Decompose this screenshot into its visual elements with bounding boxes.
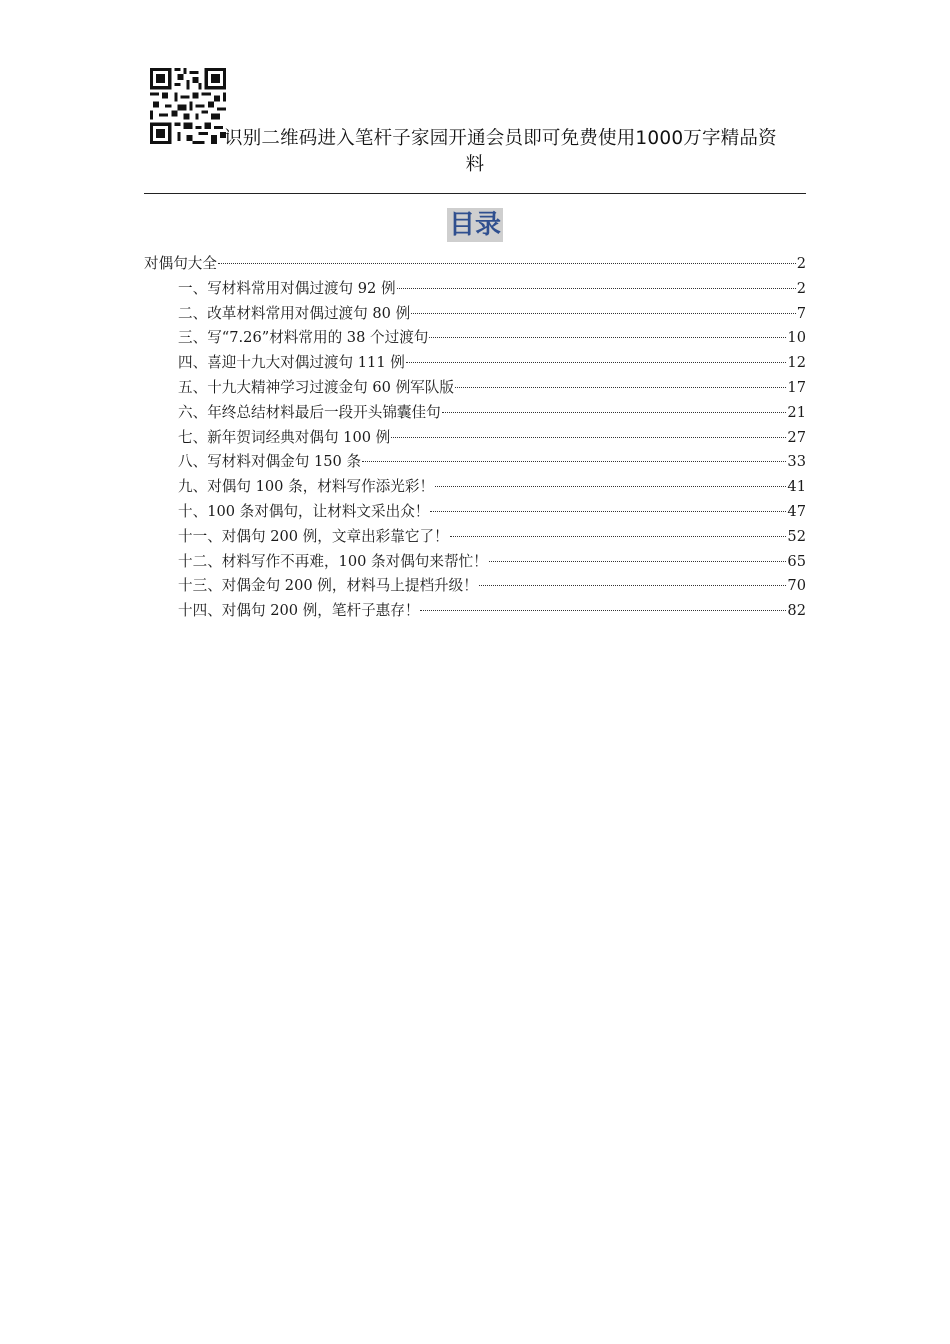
- toc-entry[interactable]: [144, 302, 806, 327]
- toc-entry-page-number[interactable]: 2: [796, 279, 806, 297]
- toc-title: 目录: [448, 210, 501, 240]
- toc-dot-leader: [455, 387, 786, 388]
- toc-dot-leader: [479, 585, 787, 586]
- toc-dot-leader: [391, 437, 786, 438]
- toc-entry-page-number[interactable]: 41: [787, 478, 806, 496]
- toc-entry-page-number[interactable]: 17: [787, 378, 806, 396]
- toc-entry-label[interactable]: 十四、对偶句 200 例，笔杆子惠存！: [178, 602, 420, 620]
- toc-heading: [0, 208, 950, 242]
- toc-entry-page-number[interactable]: 7: [796, 304, 806, 322]
- toc-entry-page-number[interactable]: 82: [787, 602, 806, 620]
- toc-entry-page-number[interactable]: 33: [787, 453, 806, 471]
- toc-dot-leader: [429, 337, 786, 338]
- toc-entry[interactable]: [144, 525, 806, 550]
- promo-text-line1: 识别二维码进入笔杆子家园开通会员即可免费使用1000万字精品资: [224, 128, 777, 149]
- toc-entry[interactable]: [144, 574, 806, 599]
- toc-dot-leader: [489, 561, 787, 562]
- toc-dot-leader: [435, 486, 786, 487]
- toc-entry-page-number[interactable]: 2: [796, 255, 806, 272]
- toc-dot-leader: [420, 610, 786, 611]
- toc-entry[interactable]: [144, 475, 806, 500]
- toc-entry[interactable]: [144, 426, 806, 451]
- toc-entry-label[interactable]: 八、写材料对偶金句 150 条: [178, 453, 362, 471]
- toc-entry-page-number[interactable]: 12: [787, 354, 806, 372]
- toc-dot-leader: [218, 263, 796, 264]
- toc-entry-label[interactable]: 十一、对偶句 200 例，文章出彩靠它了！: [178, 527, 449, 545]
- toc-entry-page-number[interactable]: 10: [787, 329, 806, 347]
- toc-entry[interactable]: [144, 450, 806, 475]
- toc-dot-leader: [442, 412, 787, 413]
- toc-entry-label[interactable]: 十二、材料写作不再难，100 条对偶句来帮忙！: [178, 552, 488, 570]
- toc-entry[interactable]: [144, 599, 806, 624]
- toc-dot-leader: [397, 288, 796, 289]
- toc-entry[interactable]: [144, 401, 806, 426]
- toc-entry-page-number[interactable]: 70: [787, 577, 806, 595]
- toc-dot-leader: [362, 461, 786, 462]
- header-divider: [144, 193, 806, 194]
- toc-entry-label[interactable]: 十三、对偶金句 200 例，材料马上提档升级！: [178, 577, 478, 595]
- toc-entry-page-number[interactable]: 47: [787, 502, 806, 520]
- toc-entry-label[interactable]: 对偶句大全: [144, 255, 217, 272]
- toc-entry-label[interactable]: 五、十九大精神学习过渡金句 60 例军队版: [178, 378, 454, 396]
- toc-entry-label[interactable]: 七、新年贺词经典对偶句 100 例: [178, 428, 391, 446]
- toc-entry-label[interactable]: 一、写材料常用对偶过渡句 92 例: [178, 279, 396, 297]
- toc-entry-label[interactable]: 九、对偶句 100 条，材料写作添光彩！: [178, 478, 435, 496]
- toc-entry[interactable]: [144, 550, 806, 575]
- toc-entry-page-number[interactable]: 21: [787, 403, 806, 421]
- toc-entry-label[interactable]: 三、写“7.26”材料常用的 38 个过渡句: [178, 329, 429, 347]
- promo-text: [144, 126, 806, 178]
- toc-dot-leader: [430, 511, 786, 512]
- toc-entry[interactable]: [144, 326, 806, 351]
- toc-entry[interactable]: [144, 351, 806, 376]
- toc-entry-label[interactable]: 六、年终总结材料最后一段开头锦囊佳句: [178, 403, 441, 421]
- toc-entry[interactable]: [144, 252, 806, 277]
- toc-dot-leader: [411, 313, 796, 314]
- toc-entry-page-number[interactable]: 52: [787, 527, 806, 545]
- toc-dot-leader: [450, 536, 787, 537]
- table-of-contents: [144, 252, 806, 624]
- toc-entry-label[interactable]: 十、100 条对偶句，让材料文采出众！: [178, 502, 430, 520]
- page-header: [144, 68, 806, 178]
- toc-entry[interactable]: [144, 277, 806, 302]
- toc-entry-label[interactable]: 二、改革材料常用对偶过渡句 80 例: [178, 304, 411, 322]
- toc-entry-page-number[interactable]: 65: [787, 552, 806, 570]
- toc-entry-label[interactable]: 四、喜迎十九大对偶过渡句 111 例: [178, 354, 405, 372]
- toc-entry[interactable]: [144, 376, 806, 401]
- toc-entry[interactable]: [144, 500, 806, 525]
- toc-dot-leader: [406, 362, 787, 363]
- promo-text-line2: 料: [465, 154, 485, 175]
- toc-entry-page-number[interactable]: 27: [787, 428, 806, 446]
